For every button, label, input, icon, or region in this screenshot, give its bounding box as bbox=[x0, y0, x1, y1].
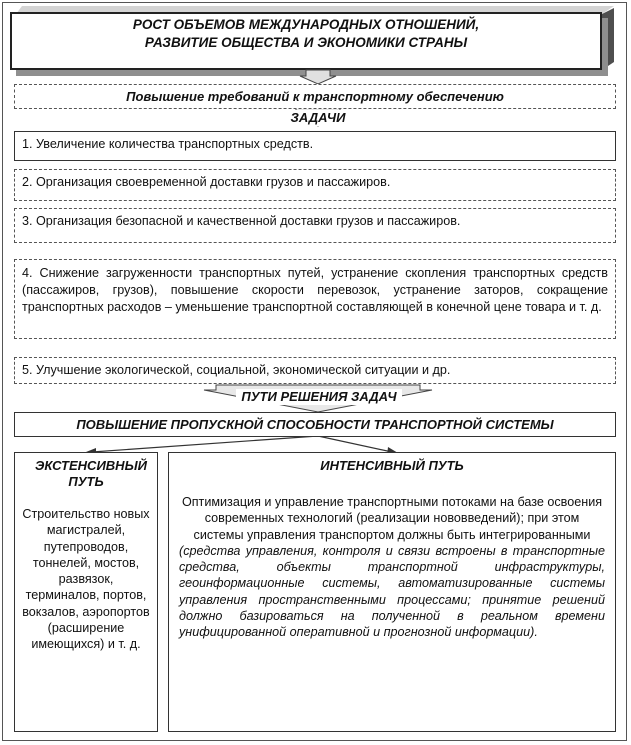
intensive-note: (средства управления, контроля и связи встроены в транспортные средства, объекты транспортной инфраструктуры, геоинформационные системы, автоматизированные системы управления пространственными процессами; принятие решений должно базироваться на полученной в реальном времени унифицированной оперативной и прогнозной информации). bbox=[179, 543, 605, 640]
split-arrow-right bbox=[318, 436, 392, 452]
title-line-2: РАЗВИТИЕ ОБЩЕСТВА И ЭКОНОМИКИ СТРАНЫ bbox=[144, 35, 468, 50]
tasks-header: ЗАДАЧИ bbox=[254, 110, 382, 126]
intensive-title: ИНТЕНСИВНЫЙ ПУТЬ bbox=[320, 458, 464, 473]
split-arrow-left bbox=[92, 436, 318, 452]
requirement-box bbox=[14, 84, 616, 109]
task-2: 2. Организация своевременной доставки грузов и пассажиров. bbox=[14, 169, 616, 201]
extensive-path-box bbox=[14, 452, 158, 732]
task-3: 3. Организация безопасной и качественной доставки грузов и пассажиров. bbox=[14, 208, 616, 243]
intensive-path-box bbox=[168, 452, 616, 732]
solutions-header: ПУТИ РЕШЕНИЯ ЗАДАЧ bbox=[236, 389, 402, 405]
down-arrow-1 bbox=[300, 70, 336, 84]
title-line-1: РОСТ ОБЪЕМОВ МЕЖДУНАРОДНЫХ ОТНОШЕНИЙ, bbox=[132, 17, 480, 32]
capacity-text: ПОВЫШЕНИЕ ПРОПУСКНОЙ СПОСОБНОСТИ ТРАНСПОРТНОЙ СИСТЕМЫ bbox=[76, 417, 554, 432]
task-5: 5. Улучшение экологической, социальной, экономической ситуации и др. bbox=[14, 357, 616, 384]
extensive-title: ЭКСТЕНСИВНЫЙ ПУТЬ bbox=[35, 458, 147, 489]
requirement-text: Повышение требований к транспортному обеспечению bbox=[126, 89, 504, 104]
extensive-body: Строительство новых магистралей, путепроводов, тоннелей, мостов, развязок, терминалов, портов, вокзалов, аэропортов (расширение имеющихся) и т. д. bbox=[22, 507, 150, 652]
task-4: 4. Снижение загруженности транспортных путей, устранение скопления транспортных средств (пассажиров, грузов), повышение скорости перевозок, устранение заторов, сокращение транспортных расходов – уменьшение транспортной составляющей в конечной цене товара и т. д. bbox=[14, 259, 616, 339]
task-1: 1. Увеличение количества транспортных средств. bbox=[14, 131, 616, 161]
intensive-body: Оптимизация и управление транспортными потоками на базе освоения современных технологий (реализации нововведений); при этом системы управления транспортом должны быть интегрированными bbox=[181, 495, 603, 542]
capacity-box bbox=[14, 412, 616, 437]
